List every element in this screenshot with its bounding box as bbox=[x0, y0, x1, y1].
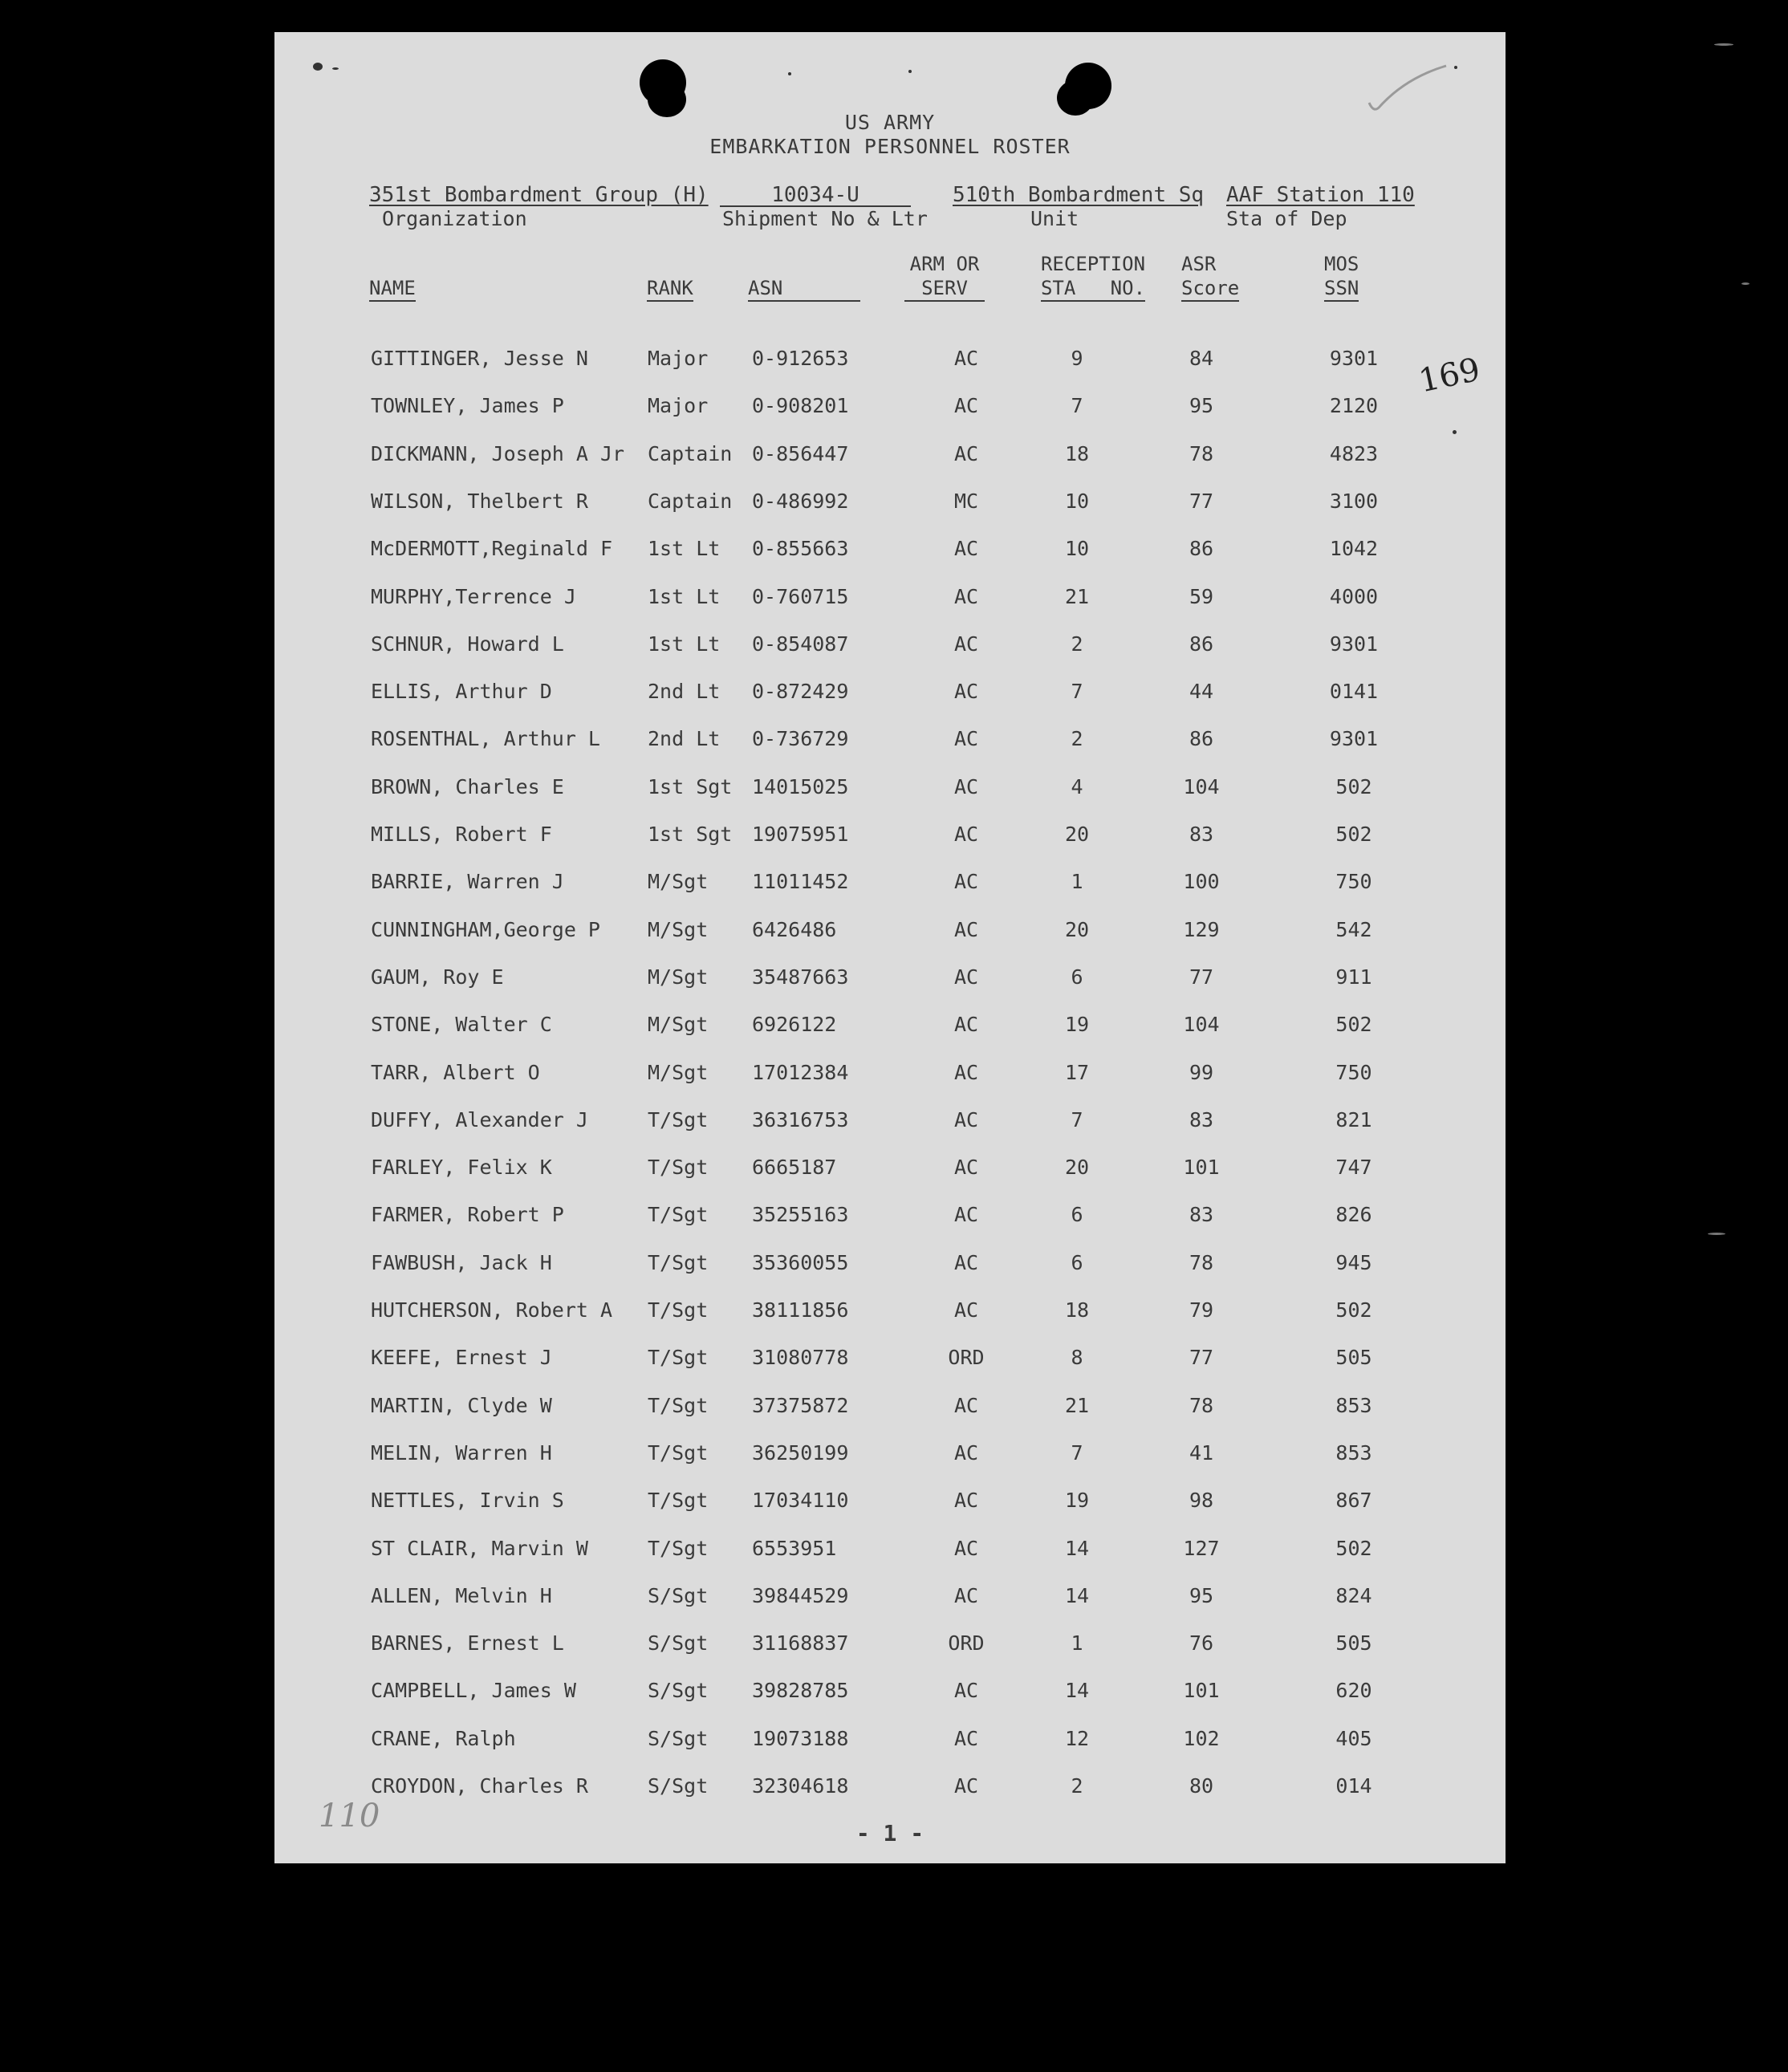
score-cell: 127 bbox=[1183, 1537, 1220, 1560]
reception-cell: 20 bbox=[1064, 823, 1090, 846]
asn-cell: 17034110 bbox=[752, 1489, 849, 1512]
mos-cell: 945 bbox=[1335, 1251, 1372, 1274]
arm-cell: AC bbox=[953, 1441, 979, 1465]
arm-cell: AC bbox=[953, 870, 979, 893]
name-cell: SCHNUR, Howard L bbox=[371, 632, 564, 656]
reception-cell: 7 bbox=[1071, 680, 1083, 703]
asn-cell: 0-486992 bbox=[752, 490, 849, 513]
asn-cell: 37375872 bbox=[752, 1394, 849, 1417]
rank-cell: T/Sgt bbox=[648, 1394, 709, 1417]
unit-value: 510th Bombardment Sq bbox=[953, 183, 1205, 207]
rank-cell: 1st Sgt bbox=[648, 775, 733, 798]
rank-cell: M/Sgt bbox=[648, 965, 709, 989]
rank-cell: T/Sgt bbox=[648, 1108, 709, 1131]
asn-cell: 35255163 bbox=[752, 1203, 849, 1226]
table-row bbox=[274, 1061, 1506, 1093]
reception-cell: 18 bbox=[1064, 1298, 1090, 1322]
mos-cell: 405 bbox=[1335, 1727, 1372, 1750]
table-row bbox=[274, 537, 1506, 569]
table-row bbox=[274, 1727, 1506, 1759]
score-cell: 99 bbox=[1189, 1061, 1214, 1084]
asn-cell: 31168837 bbox=[752, 1631, 849, 1655]
mos-cell: 2120 bbox=[1329, 394, 1379, 417]
reception-cell: 21 bbox=[1064, 1394, 1090, 1417]
arm-cell: AC bbox=[953, 1251, 979, 1274]
table-row bbox=[274, 1108, 1506, 1140]
mos-cell: 502 bbox=[1335, 1298, 1372, 1322]
asn-cell: 6553951 bbox=[752, 1537, 837, 1560]
shipment-label: Shipment No & Ltr bbox=[722, 207, 928, 230]
col-arm-header: ARM OR SERV bbox=[896, 252, 993, 302]
doc-title-line1: US ARMY bbox=[844, 111, 936, 134]
col-reception-header: RECEPTION STA NO. bbox=[1029, 252, 1157, 302]
reception-cell: 8 bbox=[1071, 1346, 1083, 1369]
table-row bbox=[274, 1584, 1506, 1616]
name-cell: FARMER, Robert P bbox=[371, 1203, 564, 1226]
asn-cell: 0-872429 bbox=[752, 680, 849, 703]
arm-cell: AC bbox=[953, 585, 979, 608]
rank-cell: 1st Lt bbox=[648, 585, 721, 608]
name-cell: TOWNLEY, James P bbox=[371, 394, 564, 417]
arm-cell: AC bbox=[953, 727, 979, 750]
table-row bbox=[274, 1631, 1506, 1664]
score-cell: 100 bbox=[1183, 870, 1220, 893]
handwritten-note: 110 bbox=[319, 1798, 380, 1834]
score-cell: 104 bbox=[1183, 1013, 1220, 1036]
arm-cell: AC bbox=[953, 1394, 979, 1417]
reception-cell: 21 bbox=[1064, 585, 1090, 608]
arm-cell: AC bbox=[953, 1061, 979, 1084]
name-cell: FARLEY, Felix K bbox=[371, 1156, 552, 1179]
asn-cell: 6426486 bbox=[752, 918, 837, 941]
name-cell: DUFFY, Alexander J bbox=[371, 1108, 588, 1131]
mos-cell: 542 bbox=[1335, 918, 1372, 941]
asn-cell: 6665187 bbox=[752, 1156, 837, 1179]
doc-title-line2: EMBARKATION PERSONNEL ROSTER bbox=[709, 135, 1071, 158]
organization-value: 351st Bombardment Group (H) bbox=[369, 183, 709, 207]
mos-cell: 505 bbox=[1335, 1346, 1372, 1369]
mos-cell: 750 bbox=[1335, 870, 1372, 893]
corner-mark bbox=[313, 63, 323, 71]
name-cell: MURPHY,Terrence J bbox=[371, 585, 576, 608]
name-cell: NETTLES, Irvin S bbox=[371, 1489, 564, 1512]
table-row bbox=[274, 1346, 1506, 1378]
rank-cell: Captain bbox=[648, 490, 733, 513]
table-row bbox=[274, 823, 1506, 855]
score-cell: 80 bbox=[1189, 1774, 1214, 1798]
reception-cell: 14 bbox=[1064, 1537, 1090, 1560]
speck bbox=[908, 70, 912, 73]
arm-cell: AC bbox=[953, 1727, 979, 1750]
reception-cell: 2 bbox=[1071, 1774, 1083, 1798]
reception-cell: 6 bbox=[1071, 965, 1083, 989]
table-row bbox=[274, 1156, 1506, 1188]
rank-cell: S/Sgt bbox=[648, 1774, 709, 1798]
mos-cell: 620 bbox=[1335, 1679, 1372, 1702]
rank-cell: T/Sgt bbox=[648, 1346, 709, 1369]
asn-cell: 19075951 bbox=[752, 823, 849, 846]
asn-cell: 36250199 bbox=[752, 1441, 849, 1465]
name-cell: McDERMOTT,Reginald F bbox=[371, 537, 613, 560]
mos-cell: 826 bbox=[1335, 1203, 1372, 1226]
name-cell: CUNNINGHAM,George P bbox=[371, 918, 600, 941]
score-cell: 104 bbox=[1183, 775, 1220, 798]
speck bbox=[1454, 66, 1457, 69]
table-row bbox=[274, 1489, 1506, 1521]
asn-cell: 17012384 bbox=[752, 1061, 849, 1084]
table-row bbox=[274, 775, 1506, 807]
arm-cell: AC bbox=[953, 965, 979, 989]
mos-cell: 4000 bbox=[1329, 585, 1379, 608]
rank-cell: T/Sgt bbox=[648, 1441, 709, 1465]
score-cell: 129 bbox=[1183, 918, 1220, 941]
reception-cell: 2 bbox=[1071, 632, 1083, 656]
score-cell: 77 bbox=[1189, 1346, 1214, 1369]
table-row bbox=[274, 1013, 1506, 1045]
arm-cell: AC bbox=[953, 347, 979, 370]
score-cell: 86 bbox=[1189, 632, 1214, 656]
arm-cell: MC bbox=[953, 490, 979, 513]
name-cell: ROSENTHAL, Arthur L bbox=[371, 727, 600, 750]
station-value: AAF Station 110 bbox=[1226, 183, 1415, 207]
table-row bbox=[274, 1537, 1506, 1569]
name-cell: TARR, Albert O bbox=[371, 1061, 540, 1084]
score-cell: 76 bbox=[1189, 1631, 1214, 1655]
arm-cell: ORD bbox=[948, 1346, 985, 1369]
name-cell: MARTIN, Clyde W bbox=[371, 1394, 552, 1417]
rank-cell: Major bbox=[648, 347, 709, 370]
name-cell: CRANE, Ralph bbox=[371, 1727, 516, 1750]
table-row bbox=[274, 1251, 1506, 1283]
rank-cell: M/Sgt bbox=[648, 1061, 709, 1084]
score-cell: 83 bbox=[1189, 1108, 1214, 1131]
asn-cell: 14015025 bbox=[752, 775, 849, 798]
reception-cell: 6 bbox=[1071, 1203, 1083, 1226]
mos-cell: 502 bbox=[1335, 1013, 1372, 1036]
table-row bbox=[274, 965, 1506, 997]
table-row bbox=[274, 442, 1506, 474]
mos-cell: 853 bbox=[1335, 1394, 1372, 1417]
mos-cell: 9301 bbox=[1329, 727, 1379, 750]
asn-cell: 19073188 bbox=[752, 1727, 849, 1750]
score-cell: 77 bbox=[1189, 490, 1214, 513]
edge-mark bbox=[1714, 43, 1733, 46]
rank-cell: Major bbox=[648, 394, 709, 417]
table-row bbox=[274, 870, 1506, 902]
arm-cell: AC bbox=[953, 775, 979, 798]
table-row bbox=[274, 918, 1506, 950]
asn-cell: 0-908201 bbox=[752, 394, 849, 417]
name-cell: ALLEN, Melvin H bbox=[371, 1584, 552, 1607]
asn-cell: 38111856 bbox=[752, 1298, 849, 1322]
table-row bbox=[274, 1203, 1506, 1235]
arm-cell: ORD bbox=[948, 1631, 985, 1655]
name-cell: HUTCHERSON, Robert A bbox=[371, 1298, 613, 1322]
mos-cell: 853 bbox=[1335, 1441, 1372, 1465]
asn-cell: 0-855663 bbox=[752, 537, 849, 560]
rank-cell: T/Sgt bbox=[648, 1298, 709, 1322]
mos-cell: 0141 bbox=[1329, 680, 1379, 703]
score-cell: 79 bbox=[1189, 1298, 1214, 1322]
arm-cell: AC bbox=[953, 537, 979, 560]
arm-cell: AC bbox=[953, 1679, 979, 1702]
arm-cell: AC bbox=[953, 1156, 979, 1179]
score-cell: 101 bbox=[1183, 1156, 1220, 1179]
table-row bbox=[274, 347, 1506, 379]
asn-cell: 0-912653 bbox=[752, 347, 849, 370]
score-cell: 86 bbox=[1189, 537, 1214, 560]
rank-cell: S/Sgt bbox=[648, 1584, 709, 1607]
arm-cell: AC bbox=[953, 442, 979, 465]
score-cell: 95 bbox=[1189, 394, 1214, 417]
reception-cell: 19 bbox=[1064, 1489, 1090, 1512]
name-cell: CROYDON, Charles R bbox=[371, 1774, 588, 1798]
reception-cell: 4 bbox=[1071, 775, 1083, 798]
table-row bbox=[274, 680, 1506, 712]
asn-cell: 32304618 bbox=[752, 1774, 849, 1798]
reception-cell: 20 bbox=[1064, 1156, 1090, 1179]
reception-cell: 18 bbox=[1064, 442, 1090, 465]
mos-cell: 014 bbox=[1335, 1774, 1372, 1798]
reception-cell: 14 bbox=[1064, 1679, 1090, 1702]
name-cell: WILSON, Thelbert R bbox=[371, 490, 588, 513]
table-row bbox=[274, 490, 1506, 522]
mos-cell: 3100 bbox=[1329, 490, 1379, 513]
rank-cell: 1st Lt bbox=[648, 537, 721, 560]
reception-cell: 12 bbox=[1064, 1727, 1090, 1750]
name-cell: ELLIS, Arthur D bbox=[371, 680, 552, 703]
rank-cell: S/Sgt bbox=[648, 1727, 709, 1750]
name-cell: KEEFE, Ernest J bbox=[371, 1346, 552, 1369]
arm-cell: AC bbox=[953, 918, 979, 941]
edge-mark bbox=[1741, 282, 1749, 285]
name-cell: BARRIE, Warren J bbox=[371, 870, 564, 893]
score-cell: 83 bbox=[1189, 823, 1214, 846]
asn-cell: 0-854087 bbox=[752, 632, 849, 656]
page-number: - 1 - bbox=[855, 1820, 924, 1847]
rank-cell: 1st Lt bbox=[648, 632, 721, 656]
asn-cell: 0-760715 bbox=[752, 585, 849, 608]
asn-cell: 39844529 bbox=[752, 1584, 849, 1607]
table-row bbox=[274, 1298, 1506, 1331]
mos-cell: 867 bbox=[1335, 1489, 1372, 1512]
mos-cell: 502 bbox=[1335, 1537, 1372, 1560]
rank-cell: M/Sgt bbox=[648, 918, 709, 941]
mos-cell: 911 bbox=[1335, 965, 1372, 989]
name-cell: ST CLAIR, Marvin W bbox=[371, 1537, 588, 1560]
mos-cell: 9301 bbox=[1329, 632, 1379, 656]
asn-cell: 6926122 bbox=[752, 1013, 837, 1036]
table-row bbox=[274, 1774, 1506, 1806]
table-row bbox=[274, 632, 1506, 664]
name-cell: FAWBUSH, Jack H bbox=[371, 1251, 552, 1274]
reception-cell: 7 bbox=[1071, 1108, 1083, 1131]
score-cell: 44 bbox=[1189, 680, 1214, 703]
rank-cell: Captain bbox=[648, 442, 733, 465]
mos-cell: 750 bbox=[1335, 1061, 1372, 1084]
mos-cell: 1042 bbox=[1329, 537, 1379, 560]
col-rank-header: RANK bbox=[647, 276, 693, 302]
name-cell: BROWN, Charles E bbox=[371, 775, 564, 798]
score-cell: 102 bbox=[1183, 1727, 1220, 1750]
reception-cell: 17 bbox=[1064, 1061, 1090, 1084]
col-name-header: NAME bbox=[369, 276, 416, 302]
speck bbox=[1453, 430, 1457, 434]
table-row bbox=[274, 1441, 1506, 1473]
asn-cell: 35360055 bbox=[752, 1251, 849, 1274]
reception-cell: 19 bbox=[1064, 1013, 1090, 1036]
asn-cell: 0-736729 bbox=[752, 727, 849, 750]
rank-cell: 1st Sgt bbox=[648, 823, 733, 846]
edge-mark bbox=[1708, 1233, 1725, 1235]
asn-cell: 35487663 bbox=[752, 965, 849, 989]
name-cell: MILLS, Robert F bbox=[371, 823, 552, 846]
name-cell: MELIN, Warren H bbox=[371, 1441, 552, 1465]
name-cell: CAMPBELL, James W bbox=[371, 1679, 576, 1702]
speck bbox=[788, 72, 791, 75]
rank-cell: S/Sgt bbox=[648, 1679, 709, 1702]
reception-cell: 7 bbox=[1071, 394, 1083, 417]
reception-cell: 20 bbox=[1064, 918, 1090, 941]
name-cell: STONE, Walter C bbox=[371, 1013, 552, 1036]
score-cell: 84 bbox=[1189, 347, 1214, 370]
arm-cell: AC bbox=[953, 1203, 979, 1226]
arm-cell: AC bbox=[953, 1298, 979, 1322]
asn-cell: 11011452 bbox=[752, 870, 849, 893]
col-score-header: ASR Score bbox=[1181, 252, 1239, 302]
asn-cell: 31080778 bbox=[752, 1346, 849, 1369]
col-mos-header: MOS SSN bbox=[1324, 252, 1359, 302]
col-asn-header: ASN bbox=[748, 276, 868, 302]
reception-cell: 2 bbox=[1071, 727, 1083, 750]
unit-label: Unit bbox=[1030, 207, 1079, 230]
table-row bbox=[274, 585, 1506, 617]
score-cell: 41 bbox=[1189, 1441, 1214, 1465]
rank-cell: M/Sgt bbox=[648, 870, 709, 893]
table-row bbox=[274, 394, 1506, 426]
mos-cell: 9301 bbox=[1329, 347, 1379, 370]
table-row bbox=[274, 1394, 1506, 1426]
reception-cell: 1 bbox=[1071, 1631, 1083, 1655]
asn-cell: 36316753 bbox=[752, 1108, 849, 1131]
rank-cell: T/Sgt bbox=[648, 1251, 709, 1274]
rank-cell: T/Sgt bbox=[648, 1537, 709, 1560]
reception-cell: 14 bbox=[1064, 1584, 1090, 1607]
arm-cell: AC bbox=[953, 823, 979, 846]
arm-cell: AC bbox=[953, 1489, 979, 1512]
reception-cell: 9 bbox=[1071, 347, 1083, 370]
mos-cell: 4823 bbox=[1329, 442, 1379, 465]
score-cell: 78 bbox=[1189, 1394, 1214, 1417]
mos-cell: 747 bbox=[1335, 1156, 1372, 1179]
score-cell: 95 bbox=[1189, 1584, 1214, 1607]
arm-cell: AC bbox=[953, 1584, 979, 1607]
reception-cell: 6 bbox=[1071, 1251, 1083, 1274]
name-cell: GAUM, Roy E bbox=[371, 965, 504, 989]
arm-cell: AC bbox=[953, 632, 979, 656]
organization-label: Organization bbox=[382, 207, 527, 230]
name-cell: GITTINGER, Jesse N bbox=[371, 347, 588, 370]
score-cell: 98 bbox=[1189, 1489, 1214, 1512]
rank-cell: T/Sgt bbox=[648, 1203, 709, 1226]
reception-cell: 1 bbox=[1071, 870, 1083, 893]
arm-cell: AC bbox=[953, 1537, 979, 1560]
margin-stamp: 169 bbox=[1416, 351, 1484, 400]
mos-cell: 505 bbox=[1335, 1631, 1372, 1655]
mos-cell: 824 bbox=[1335, 1584, 1372, 1607]
reception-cell: 10 bbox=[1064, 490, 1090, 513]
score-cell: 86 bbox=[1189, 727, 1214, 750]
rank-cell: T/Sgt bbox=[648, 1156, 709, 1179]
speck bbox=[332, 67, 339, 70]
name-cell: BARNES, Ernest L bbox=[371, 1631, 564, 1655]
reception-cell: 10 bbox=[1064, 537, 1090, 560]
score-cell: 101 bbox=[1183, 1679, 1220, 1702]
arm-cell: AC bbox=[953, 1774, 979, 1798]
score-cell: 59 bbox=[1189, 585, 1214, 608]
rank-cell: 2nd Lt bbox=[648, 680, 721, 703]
rank-cell: S/Sgt bbox=[648, 1631, 709, 1655]
arm-cell: AC bbox=[953, 394, 979, 417]
table-row bbox=[274, 1679, 1506, 1711]
mos-cell: 502 bbox=[1335, 823, 1372, 846]
arm-cell: AC bbox=[953, 1013, 979, 1036]
shipment-value: 10034-U bbox=[720, 183, 911, 207]
rank-cell: M/Sgt bbox=[648, 1013, 709, 1036]
mos-cell: 821 bbox=[1335, 1108, 1372, 1131]
arm-cell: AC bbox=[953, 1108, 979, 1131]
station-label: Sta of Dep bbox=[1226, 207, 1347, 230]
table-row bbox=[274, 727, 1506, 759]
score-cell: 77 bbox=[1189, 965, 1214, 989]
score-cell: 78 bbox=[1189, 442, 1214, 465]
asn-cell: 0-856447 bbox=[752, 442, 849, 465]
reception-cell: 7 bbox=[1071, 1441, 1083, 1465]
name-cell: DICKMANN, Joseph A Jr bbox=[371, 442, 625, 465]
rank-cell: 2nd Lt bbox=[648, 727, 721, 750]
score-cell: 78 bbox=[1189, 1251, 1214, 1274]
arm-cell: AC bbox=[953, 680, 979, 703]
asn-cell: 39828785 bbox=[752, 1679, 849, 1702]
score-cell: 83 bbox=[1189, 1203, 1214, 1226]
rank-cell: T/Sgt bbox=[648, 1489, 709, 1512]
roster-page bbox=[274, 32, 1506, 1863]
mos-cell: 502 bbox=[1335, 775, 1372, 798]
